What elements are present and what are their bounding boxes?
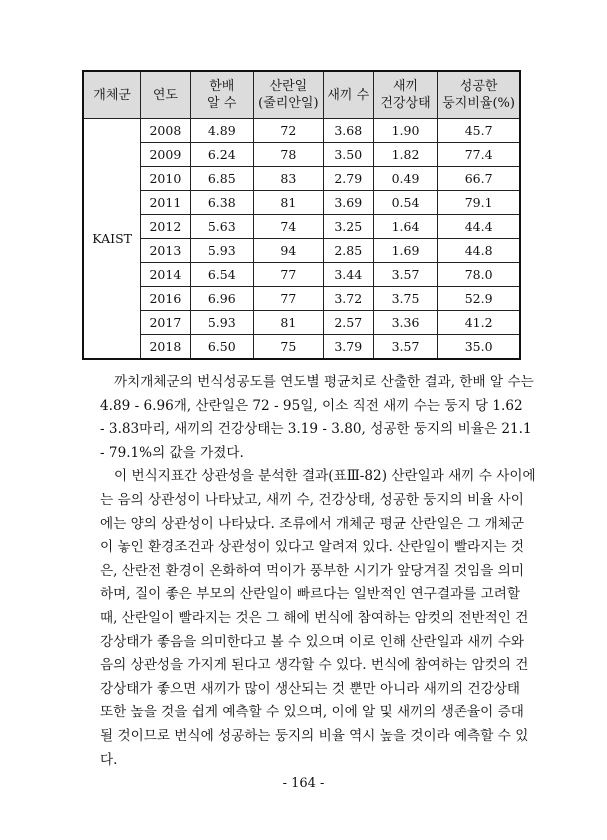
- text-line: 강상태가 좋으면 새끼가 많이 생산되는 것 뿐만 아니라 새끼의 건강상태: [100, 680, 520, 697]
- table-row: [83, 335, 520, 360]
- table-cell: 6.38: [190, 191, 253, 215]
- table-cell: 81: [254, 191, 324, 215]
- table-cell: 77: [254, 287, 324, 311]
- table-cell: 2010: [141, 167, 190, 191]
- breeding-success-table: [82, 70, 521, 360]
- column-header: 한배 알 수: [190, 71, 253, 119]
- table-cell: 78.0: [438, 263, 520, 287]
- text-line: 때, 산란일이 빨라지는 것은 그 해에 번식에 참여하는 암컷의 전반적인 건: [100, 609, 529, 626]
- table-cell: 1.90: [373, 119, 437, 143]
- table-cell: 2012: [141, 215, 190, 239]
- text-line: 또한 높을 것을 쉽게 예측할 수 있으며, 이에 알 및 새끼의 생존율이 증대: [100, 704, 524, 721]
- text-line: 이 번식지표간 상관성을 분석한 결과(표Ⅲ-82) 산란일과 새끼 수 사이에: [114, 468, 536, 485]
- text-line: 은, 산란전 환경이 온화하여 먹이가 풍부한 시기가 앞당겨질 것임을 의미: [100, 562, 525, 579]
- column-header: 새끼 건강상태: [373, 71, 437, 119]
- table-cell: 3.36: [373, 311, 437, 335]
- text-line: 다.: [100, 751, 118, 768]
- table-cell: 79.1: [438, 191, 520, 215]
- table-row: [83, 215, 520, 239]
- text-line: 강상태가 좋음을 의미한다고 볼 수 있으며 이로 인해 산란일과 새끼 수와: [100, 633, 525, 650]
- table-cell: 3.25: [323, 215, 373, 239]
- table-cell: 2018: [141, 335, 190, 360]
- table-cell: 6.96: [190, 287, 253, 311]
- table-cell: 4.89: [190, 119, 253, 143]
- table-cell: 74: [254, 215, 324, 239]
- table-cell: 5.63: [190, 215, 253, 239]
- text-line: 까치개체군의 번식성공도를 연도별 평균치로 산출한 결과, 한배 알 수는: [114, 374, 534, 390]
- table-cell: 1.69: [373, 239, 437, 263]
- text-line: 될 것이므로 번식에 성공하는 둥지의 비율 역시 높을 것이라 예측할 수 있: [100, 727, 529, 744]
- table-cell: 52.9: [438, 287, 520, 311]
- column-header: 연도: [141, 71, 190, 119]
- table-cell: 2013: [141, 239, 190, 263]
- column-header: 개체군: [83, 71, 141, 119]
- table-cell: 3.68: [323, 119, 373, 143]
- table-cell: 3.69: [323, 191, 373, 215]
- table-cell: 2008: [141, 119, 190, 143]
- table-row: [83, 167, 520, 191]
- table-cell: 1.82: [373, 143, 437, 167]
- table-row: [83, 287, 520, 311]
- column-header: 새끼 수: [323, 71, 373, 119]
- table-row: [83, 119, 520, 143]
- table-cell: 0.54: [373, 191, 437, 215]
- text-line: - 79.1%의 값을 가졌다.: [100, 444, 244, 461]
- text-line: - 3.83마리, 새끼의 건강상태는 3.19 - 3.80, 성공한 둥지의 비율은 21.1: [100, 421, 532, 438]
- table-cell: 6.54: [190, 263, 253, 287]
- text-line: 는 음의 상관성이 나타났고, 새끼 수, 건강상태, 성공한 둥지의 비율 사이: [100, 491, 524, 508]
- column-header: 성공한 둥지비율(%): [438, 71, 520, 119]
- table-cell: 72: [254, 119, 324, 143]
- table-cell: 2.85: [323, 239, 373, 263]
- table-row: [83, 191, 520, 215]
- table-row: [83, 239, 520, 263]
- table-cell: 6.50: [190, 335, 253, 360]
- table-cell: 3.57: [373, 335, 437, 360]
- table-cell: 2011: [141, 191, 190, 215]
- table-cell: 1.64: [373, 215, 437, 239]
- table-cell: 66.7: [438, 167, 520, 191]
- table-cell: 94: [254, 239, 324, 263]
- table-cell: 3.44: [323, 263, 373, 287]
- table-cell: 45.7: [438, 119, 520, 143]
- page-number: - 164 -: [282, 776, 325, 791]
- table-cell: 3.72: [323, 287, 373, 311]
- table-cell: 2014: [141, 263, 190, 287]
- table-cell: 75: [254, 335, 324, 360]
- table-cell: 5.93: [190, 239, 253, 263]
- text-line: 에는 양의 상관성이 나타났다. 조류에서 개체군 평균 산란일은 그 개체군: [100, 515, 525, 532]
- body-text: [100, 371, 536, 772]
- table-cell: 5.93: [190, 311, 253, 335]
- text-line: 음의 상관성을 가지게 된다고 생각할 수 있다. 번식에 참여하는 암컷의 건: [100, 657, 529, 674]
- table-cell: 81: [254, 311, 324, 335]
- table-cell: 77.4: [438, 143, 520, 167]
- table-cell: 2.79: [323, 167, 373, 191]
- table-cell: 3.75: [373, 287, 437, 311]
- table-cell: 3.57: [373, 263, 437, 287]
- table-row: [83, 263, 520, 287]
- table-cell: 3.79: [323, 335, 373, 360]
- table-cell: 41.2: [438, 311, 520, 335]
- text-line: 4.89 - 6.96개, 산란일은 72 - 95일, 이소 직전 새끼 수는 둥지 당 1.62: [100, 397, 523, 414]
- table-cell: 83: [254, 167, 324, 191]
- group-cell: KAIST: [83, 119, 141, 360]
- table-row: [83, 311, 520, 335]
- text-line: 이 놓인 환경조건과 상관성이 있다고 알려져 있다. 산란일이 빨라지는 것: [100, 539, 525, 556]
- table-cell: 77: [254, 263, 324, 287]
- table-cell: 44.8: [438, 239, 520, 263]
- table-cell: 2016: [141, 287, 190, 311]
- table-cell: 2009: [141, 143, 190, 167]
- table-cell: 0.49: [373, 167, 437, 191]
- table-cell: 78: [254, 143, 324, 167]
- table-cell: 35.0: [438, 335, 520, 360]
- table-cell: 6.85: [190, 167, 253, 191]
- text-line: 하며, 질이 좋은 부모의 산란일이 빠르다는 일반적인 연구결과를 고려할: [100, 586, 520, 603]
- table-cell: 2.57: [323, 311, 373, 335]
- table-cell: 3.50: [323, 143, 373, 167]
- column-header: 산란일 (줄리안일): [254, 71, 324, 119]
- table-cell: 2017: [141, 311, 190, 335]
- table-row: [83, 143, 520, 167]
- table-cell: 6.24: [190, 143, 253, 167]
- table-cell: 44.4: [438, 215, 520, 239]
